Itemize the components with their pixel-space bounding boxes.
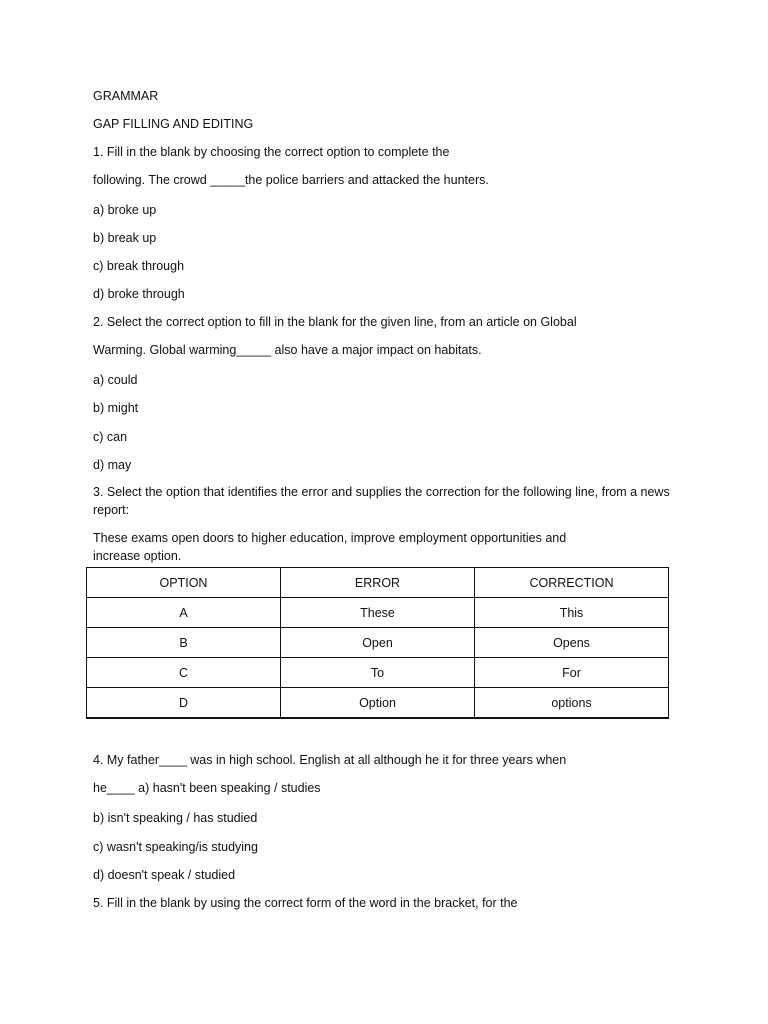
q2-option-a: a) could	[93, 373, 138, 387]
q4-option-c: c) wasn't speaking/is studying	[93, 840, 258, 854]
q3-prompt: 3. Select the option that identifies the error and supplies the correction for the following line, from a news report:	[93, 485, 670, 517]
cell-error: These	[281, 598, 475, 628]
q3-sentence: These exams open doors to higher education, improve employment opportunities and increase option.	[93, 531, 567, 563]
cell-correction: options	[475, 688, 669, 719]
header-correction: CORRECTION	[475, 568, 669, 598]
cell-correction: This	[475, 598, 669, 628]
q2-option-c: c) can	[93, 430, 128, 444]
q1-option-a: a) broke up	[93, 203, 157, 217]
cell-option: A	[87, 598, 281, 628]
q4-option-d: d) doesn't speak / studied	[93, 868, 236, 882]
header-error: ERROR	[281, 568, 475, 598]
page-heading: GRAMMAR	[93, 89, 159, 103]
q1-option-c: c) break through	[93, 259, 185, 273]
q1-prompt-line-1: 1. Fill in the blank by choosing the correct option to complete the	[93, 145, 450, 159]
cell-correction: For	[475, 658, 669, 688]
table-row	[87, 628, 669, 658]
q4-prompt-line-1: 4. My father____ was in high school. English at all although he it for three years when	[93, 753, 567, 767]
table-header-row	[87, 568, 669, 598]
cell-option: B	[87, 628, 281, 658]
cell-error: To	[281, 658, 475, 688]
q1-prompt-line-2: following. The crowd _____the police barriers and attacked the hunters.	[93, 173, 489, 187]
table-row	[87, 688, 669, 719]
q4-prompt-line-2: he____ a) hasn't been speaking / studies	[93, 781, 321, 795]
q2-option-b: b) might	[93, 401, 139, 415]
cell-correction: Opens	[475, 628, 669, 658]
table-row	[87, 598, 669, 628]
q2-option-d: d) may	[93, 458, 132, 472]
section-subheading: GAP FILLING AND EDITING	[93, 117, 254, 131]
cell-error: Open	[281, 628, 475, 658]
q3-answer-table	[86, 567, 669, 719]
q1-option-b: b) break up	[93, 231, 157, 245]
cell-option: D	[87, 688, 281, 719]
header-option: OPTION	[87, 568, 281, 598]
q5-prompt-line-1: 5. Fill in the blank by using the correct form of the word in the bracket, for the	[93, 896, 518, 910]
q4-option-b: b) isn't speaking / has studied	[93, 811, 258, 825]
cell-option: C	[87, 658, 281, 688]
q2-prompt-line-2: Warming. Global warming_____ also have a major impact on habitats.	[93, 343, 482, 357]
q2-prompt-line-1: 2. Select the correct option to fill in the blank for the given line, from an article on Global	[93, 315, 577, 329]
cell-error: Option	[281, 688, 475, 719]
q1-option-d: d) broke through	[93, 287, 185, 301]
table-row	[87, 658, 669, 688]
